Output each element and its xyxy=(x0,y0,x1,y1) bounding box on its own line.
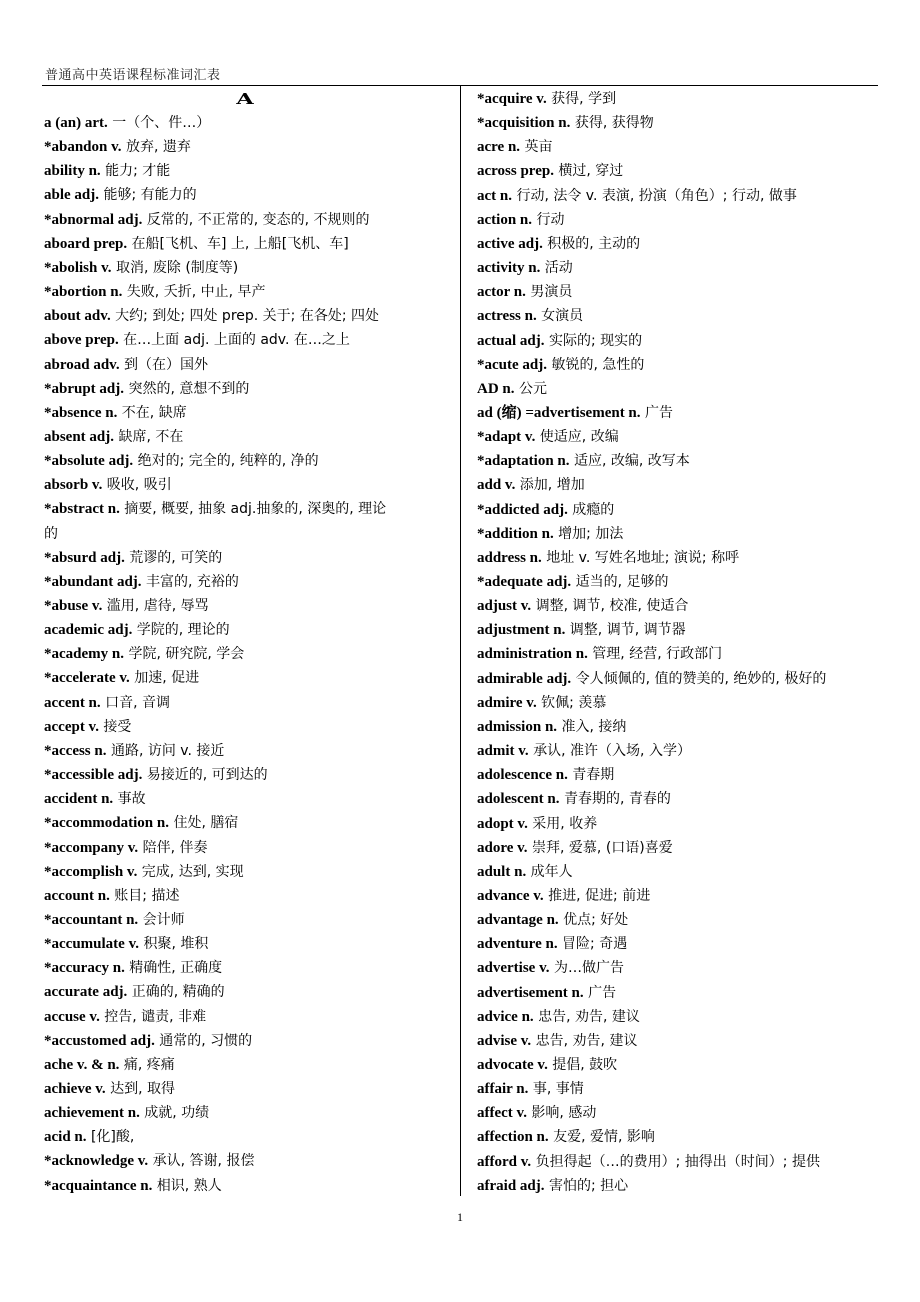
glossary-entry xyxy=(477,642,887,666)
glossary-entry xyxy=(44,1101,456,1125)
glossary-entry xyxy=(477,87,887,111)
glossary-entry xyxy=(44,1005,456,1029)
definition: 承认, 答谢, 报偿 xyxy=(148,1153,255,1170)
headword: aboard prep. xyxy=(44,235,128,252)
definition: 口音, 音调 xyxy=(100,694,171,711)
definition: 英亩 xyxy=(520,139,553,156)
glossary-entry xyxy=(44,787,456,811)
headword: a (an) art. xyxy=(44,115,108,131)
definition: 通路, 访问 v. 接近 xyxy=(106,742,225,759)
headword: *absence n. xyxy=(44,404,118,421)
definition: 行动, 法令 v. 表演, 扮演（角色）; 行动, 做事 xyxy=(512,187,797,204)
headword: accident n. xyxy=(44,791,114,808)
definition: 绝对的; 完全的, 纯粹的, 净的 xyxy=(133,453,319,470)
definition: 能力; 才能 xyxy=(100,163,171,180)
headword: achievement n. xyxy=(44,1105,140,1122)
definition: 为…做广告 xyxy=(549,960,624,977)
definition: 相识, 熟人 xyxy=(152,1177,222,1194)
definition: 适当的, 足够的 xyxy=(571,574,669,590)
headword: admission n. xyxy=(477,718,558,735)
glossary-entry xyxy=(44,208,456,232)
definition: 影响, 感动 xyxy=(526,1105,597,1122)
definition: 使适应, 改编 xyxy=(535,429,619,446)
definition: 地址 v. 写姓名地址; 演说; 称呼 xyxy=(541,549,740,566)
glossary-entry xyxy=(44,642,456,666)
definition: 友爱, 爱情, 影响 xyxy=(548,1129,655,1146)
glossary-entry xyxy=(477,111,887,135)
headword: advice n. xyxy=(477,1008,534,1025)
headword: across prep. xyxy=(477,163,554,180)
glossary-entry xyxy=(44,159,456,183)
headword: afraid adj. xyxy=(477,1177,545,1194)
definition: 令人倾佩的, 值的赞美的, 绝妙的, 极好的 xyxy=(571,670,827,687)
headword: ache v. & n. xyxy=(44,1056,120,1073)
definition: 痛, 疼痛 xyxy=(119,1056,175,1073)
headword: absorb v. xyxy=(44,477,103,494)
definition: 调整, 调节, 校准, 使适合 xyxy=(531,598,689,615)
headword: *acquaintance n. xyxy=(44,1177,153,1194)
glossary-entry xyxy=(477,1029,887,1053)
definition: 不在, 缺席 xyxy=(117,404,187,421)
glossary-entry xyxy=(44,377,456,401)
headword: *acquire v. xyxy=(477,91,547,107)
glossary-entry xyxy=(44,425,456,449)
definition: 学院的, 理论的 xyxy=(132,622,230,639)
glossary-entry xyxy=(44,183,456,207)
page-number: 1 xyxy=(457,1210,463,1224)
headword: *accustomed adj. xyxy=(44,1032,155,1049)
headword: *academy n. xyxy=(44,646,124,663)
definition: 失败, 夭折, 中止, 早产 xyxy=(122,284,266,301)
glossary-entry xyxy=(477,667,887,691)
definition: 崇拜, 爱慕, (口语)喜爱 xyxy=(527,839,673,856)
headword: *acute adj. xyxy=(477,356,547,373)
headword: *acknowledge v. xyxy=(44,1153,149,1170)
headword: *accuracy n. xyxy=(44,960,125,977)
glossary-entry xyxy=(477,232,887,256)
definition: 实际的; 现实的 xyxy=(544,332,643,349)
definition: 精确性, 正确度 xyxy=(124,960,223,977)
definition: 忠告, 劝告, 建议 xyxy=(531,1032,638,1049)
headword: activity n. xyxy=(477,260,541,277)
headword: *abandon v. xyxy=(44,139,122,156)
glossary-entry xyxy=(477,184,887,208)
headword: address n. xyxy=(477,549,542,566)
glossary-entry xyxy=(44,980,456,1004)
headword: actor n. xyxy=(477,284,526,301)
definition: 公元 xyxy=(514,380,547,397)
headword: *abrupt adj. xyxy=(44,380,125,397)
glossary-entry xyxy=(477,618,887,642)
headword: about adv. xyxy=(44,308,111,325)
glossary-entry xyxy=(44,594,456,618)
glossary-entry xyxy=(477,884,887,908)
glossary-entry xyxy=(477,159,887,183)
glossary-entry xyxy=(477,135,887,159)
headword: action n. xyxy=(477,211,533,228)
definition: 积极的, 主动的 xyxy=(542,235,641,252)
glossary-entry xyxy=(44,1174,456,1198)
headword: *abundant adj. xyxy=(44,573,142,590)
glossary-entry xyxy=(477,1101,887,1125)
glossary-entry xyxy=(44,715,456,739)
headword: *accompany v. xyxy=(44,839,139,856)
glossary-entry xyxy=(477,280,887,304)
definition: 钦佩; 羡慕 xyxy=(536,694,607,711)
headword: *accumulate v. xyxy=(44,936,139,953)
glossary-entry xyxy=(44,884,456,908)
definition: 添加, 增加 xyxy=(515,477,585,494)
glossary-entry xyxy=(477,329,887,353)
definition: 大约; 到处; 四处 prep. 关于; 在各处; 四处 xyxy=(110,308,380,325)
definition: 控告, 谴责, 非难 xyxy=(99,1008,207,1025)
definition: 采用, 收养 xyxy=(527,815,598,832)
headword: affect v. xyxy=(477,1105,527,1122)
headword: *accelerate v. xyxy=(44,670,130,687)
headword: advocate v. xyxy=(477,1057,548,1073)
headword: administration n. xyxy=(477,646,588,663)
headword: *acquisition n. xyxy=(477,115,571,132)
definition: 忠告, 劝告, 建议 xyxy=(533,1008,640,1025)
definition: 男演员 xyxy=(525,284,573,301)
definition: 滥用, 虐待, 辱骂 xyxy=(102,598,209,614)
definition: 事, 事情 xyxy=(528,1081,584,1098)
headword: adolescence n. xyxy=(477,767,568,784)
headword: affair n. xyxy=(477,1081,529,1098)
headword: *access n. xyxy=(44,742,107,759)
definition: 广告 xyxy=(583,984,617,1001)
headword: add v. xyxy=(477,477,516,494)
headword: adore v. xyxy=(477,839,528,856)
glossary-entry xyxy=(477,981,887,1005)
glossary-entry xyxy=(44,232,456,256)
glossary-entry xyxy=(477,522,887,546)
definition: 荒谬的, 可笑的 xyxy=(124,549,223,566)
glossary-entry xyxy=(477,1150,887,1174)
glossary-entry xyxy=(44,763,456,787)
glossary-entry xyxy=(44,932,456,956)
headword: advertisement n. xyxy=(477,984,584,1001)
glossary-entry xyxy=(44,111,456,135)
headword: *addition n. xyxy=(477,525,554,542)
glossary-entry xyxy=(477,377,887,401)
glossary-entry xyxy=(477,908,887,932)
definition-continuation: 的 xyxy=(44,525,58,542)
definition: 缺席, 不在 xyxy=(114,428,184,445)
definition: 青春期 xyxy=(567,767,615,784)
headword: *abortion n. xyxy=(44,284,123,301)
definition: 易接近的, 可到达的 xyxy=(142,767,268,784)
glossary-entry xyxy=(44,280,456,304)
headword: adult n. xyxy=(477,863,527,880)
glossary-entry xyxy=(44,1029,456,1053)
definition: 在…上面 adj. 上面的 adv. 在…之上 xyxy=(118,332,350,349)
definition: 陪伴, 伴奏 xyxy=(138,839,208,856)
headword: actress n. xyxy=(477,308,537,325)
definition: 突然的, 意想不到的 xyxy=(124,380,250,397)
glossary-entry xyxy=(477,763,887,787)
headword: affection n. xyxy=(477,1129,549,1146)
definition: 反常的, 不正常的, 变态的, 不规则的 xyxy=(142,211,370,228)
glossary-entry xyxy=(44,1077,456,1101)
definition: 达到, 取得 xyxy=(105,1081,176,1097)
headword: *adapt v. xyxy=(477,429,536,446)
definition: 冒险; 奇遇 xyxy=(557,936,628,953)
glossary-entry xyxy=(44,618,456,642)
definition: 提倡, 鼓吹 xyxy=(547,1057,618,1073)
headword: able adj. xyxy=(44,187,100,204)
headword: above prep. xyxy=(44,332,119,349)
headword: adjust v. xyxy=(477,598,532,615)
headword: accept v. xyxy=(44,718,99,735)
definition: 成年人 xyxy=(526,863,573,880)
headword: adventure n. xyxy=(477,936,558,953)
definition: 正确的, 精确的 xyxy=(127,984,225,1001)
definition: 青春期的, 青春的 xyxy=(559,791,671,808)
glossary-entry xyxy=(477,304,887,328)
headword: achieve v. xyxy=(44,1081,106,1097)
definition: 推进, 促进; 前进 xyxy=(543,887,651,904)
glossary-entry xyxy=(477,956,887,980)
definition: 接受 xyxy=(98,718,132,735)
headword: accent n. xyxy=(44,694,101,711)
headword: *accountant n. xyxy=(44,911,139,928)
definition: 准入, 接纳 xyxy=(557,718,627,735)
glossary-entry xyxy=(477,498,887,522)
headword: adolescent n. xyxy=(477,791,560,808)
definition: 获得, 获得物 xyxy=(570,115,654,132)
glossary-entry xyxy=(44,304,456,328)
glossary-entry xyxy=(44,401,456,425)
glossary-entry xyxy=(44,328,456,352)
definition: 账目; 描述 xyxy=(109,887,180,904)
headword: *abstract n. xyxy=(44,501,120,518)
headword: *abolish v. xyxy=(44,259,112,276)
definition: 加速, 促进 xyxy=(129,670,200,687)
definition: 敏锐的, 急性的 xyxy=(547,356,645,373)
glossary-entry xyxy=(44,135,456,159)
glossary-entry xyxy=(477,353,887,377)
definition: 承认, 准许（入场, 入学） xyxy=(528,743,691,760)
glossary-entry xyxy=(44,256,456,280)
headword: act n. xyxy=(477,187,512,204)
headword: afford v. xyxy=(477,1153,532,1170)
definition: 事故 xyxy=(113,791,146,808)
glossary-entry xyxy=(44,956,456,980)
glossary-entry xyxy=(477,1125,887,1149)
definition: 适应, 改编, 改写本 xyxy=(569,453,690,470)
headword: adopt v. xyxy=(477,815,528,832)
glossary-entry xyxy=(477,787,887,811)
headword: acre n. xyxy=(477,139,521,156)
section-letter: A xyxy=(236,90,254,108)
glossary-entry xyxy=(477,594,887,618)
headword: *abuse v. xyxy=(44,598,103,614)
headword: actual adj. xyxy=(477,332,545,349)
headword: absent adj. xyxy=(44,428,115,445)
headword: *accomplish v. xyxy=(44,863,138,880)
definition: 在船[飞机、车] 上, 上船[飞机、车] xyxy=(127,235,349,252)
definition: 到（在）国外 xyxy=(119,356,209,373)
glossary-entry xyxy=(477,715,887,739)
definition: 完成, 达到, 实现 xyxy=(137,863,244,880)
headword: accurate adj. xyxy=(44,984,128,1001)
glossary-entry xyxy=(477,401,887,425)
glossary-entry xyxy=(44,860,456,884)
headword: admit v. xyxy=(477,743,529,760)
glossary-entry xyxy=(44,739,456,763)
headword: active adj. xyxy=(477,235,543,252)
definition: 取消, 废除 (制度等) xyxy=(111,259,239,276)
definition: 丰富的, 充裕的 xyxy=(141,573,239,590)
definition: 广告 xyxy=(640,404,673,421)
glossary-entry xyxy=(477,256,887,280)
headword: advantage n. xyxy=(477,912,559,929)
definition: 住处, 膳宿 xyxy=(169,815,239,832)
definition: 获得, 学到 xyxy=(546,91,617,107)
definition: 调整, 调节, 调节器 xyxy=(565,622,686,639)
glossary-entry xyxy=(477,860,887,884)
glossary-entry xyxy=(44,666,456,690)
headword: ad (缩) =advertisement n. xyxy=(477,404,641,421)
glossary-entry xyxy=(477,473,887,497)
glossary-entry xyxy=(477,546,887,570)
headword: academic adj. xyxy=(44,622,133,639)
definition: 增加; 加法 xyxy=(553,525,624,542)
glossary-entry xyxy=(477,836,887,860)
glossary-entry xyxy=(477,570,887,594)
headword: *adaptation n. xyxy=(477,453,570,470)
glossary-entry xyxy=(477,812,887,836)
glossary-entry xyxy=(44,836,456,860)
glossary-entry xyxy=(477,1077,887,1101)
definition: [化]酸, xyxy=(86,1129,135,1146)
headword: admire v. xyxy=(477,694,537,711)
glossary-entry xyxy=(44,908,456,932)
headword: *adequate adj. xyxy=(477,574,572,590)
glossary-entry xyxy=(44,691,456,715)
headword: *absolute adj. xyxy=(44,453,134,470)
headword: advise v. xyxy=(477,1032,532,1049)
definition: 负担得起（…的费用）; 抽得出（时间）; 提供 xyxy=(531,1153,820,1170)
headword: abroad adv. xyxy=(44,356,120,373)
definition: 放弃, 遗弃 xyxy=(121,139,191,156)
headword: admirable adj. xyxy=(477,670,572,687)
glossary-entry xyxy=(477,739,887,763)
definition: 优点; 好处 xyxy=(558,912,629,929)
definition: 女演员 xyxy=(536,308,584,325)
glossary-entry xyxy=(44,1149,456,1173)
headword: account n. xyxy=(44,887,110,904)
column-divider xyxy=(460,86,461,1196)
headword: *absurd adj. xyxy=(44,549,125,566)
headword: adjustment n. xyxy=(477,622,566,639)
headword: AD n. xyxy=(477,380,515,397)
headword: *accommodation n. xyxy=(44,815,169,832)
glossary-entry xyxy=(44,353,456,377)
definition: 害怕的; 担心 xyxy=(544,1177,629,1194)
definition: 能够; 有能力的 xyxy=(99,187,197,204)
glossary-entry xyxy=(477,932,887,956)
headword: *accessible adj. xyxy=(44,767,143,784)
definition: 横过, 穿过 xyxy=(553,163,624,180)
glossary-entry xyxy=(44,811,456,835)
definition: 吸收, 吸引 xyxy=(102,477,172,494)
glossary-entry xyxy=(44,546,456,570)
definition: 会计师 xyxy=(138,911,185,928)
glossary-entry xyxy=(44,449,456,473)
definition: 行动 xyxy=(532,211,565,228)
glossary-entry xyxy=(477,1053,887,1077)
glossary-entry xyxy=(44,1053,456,1077)
headword: advertise v. xyxy=(477,960,550,977)
glossary-entry xyxy=(477,208,887,232)
glossary-entry xyxy=(44,1125,456,1149)
definition: 活动 xyxy=(540,260,573,277)
headword: *abnormal adj. xyxy=(44,211,143,228)
definition: 积聚, 堆积 xyxy=(139,936,209,953)
definition: 一（个、件…） xyxy=(107,115,211,131)
headword: ability n. xyxy=(44,163,101,180)
glossary-entry xyxy=(477,449,887,473)
headword: acid n. xyxy=(44,1129,87,1146)
definition: 通常的, 习惯的 xyxy=(154,1032,253,1049)
glossary-entry xyxy=(44,473,456,497)
headword: *addicted adj. xyxy=(477,501,568,518)
glossary-entry xyxy=(44,497,456,521)
headword: advance v. xyxy=(477,887,544,904)
glossary-entry xyxy=(477,1174,887,1198)
definition: 成就, 功绩 xyxy=(139,1105,210,1122)
running-header: 普通高中英语课程标准词汇表 xyxy=(45,68,221,83)
definition: 成瘾的 xyxy=(567,501,615,518)
definition: 摘要, 概要, 抽象 adj.抽象的, 深奥的, 理论 xyxy=(119,501,387,518)
definition: 管理, 经营, 行政部门 xyxy=(587,646,723,663)
glossary-entry xyxy=(477,425,887,449)
headword: accuse v. xyxy=(44,1008,100,1025)
glossary-entry xyxy=(44,570,456,594)
glossary-entry xyxy=(477,691,887,715)
definition: 学院, 研究院, 学会 xyxy=(124,646,245,663)
glossary-entry xyxy=(477,1005,887,1029)
